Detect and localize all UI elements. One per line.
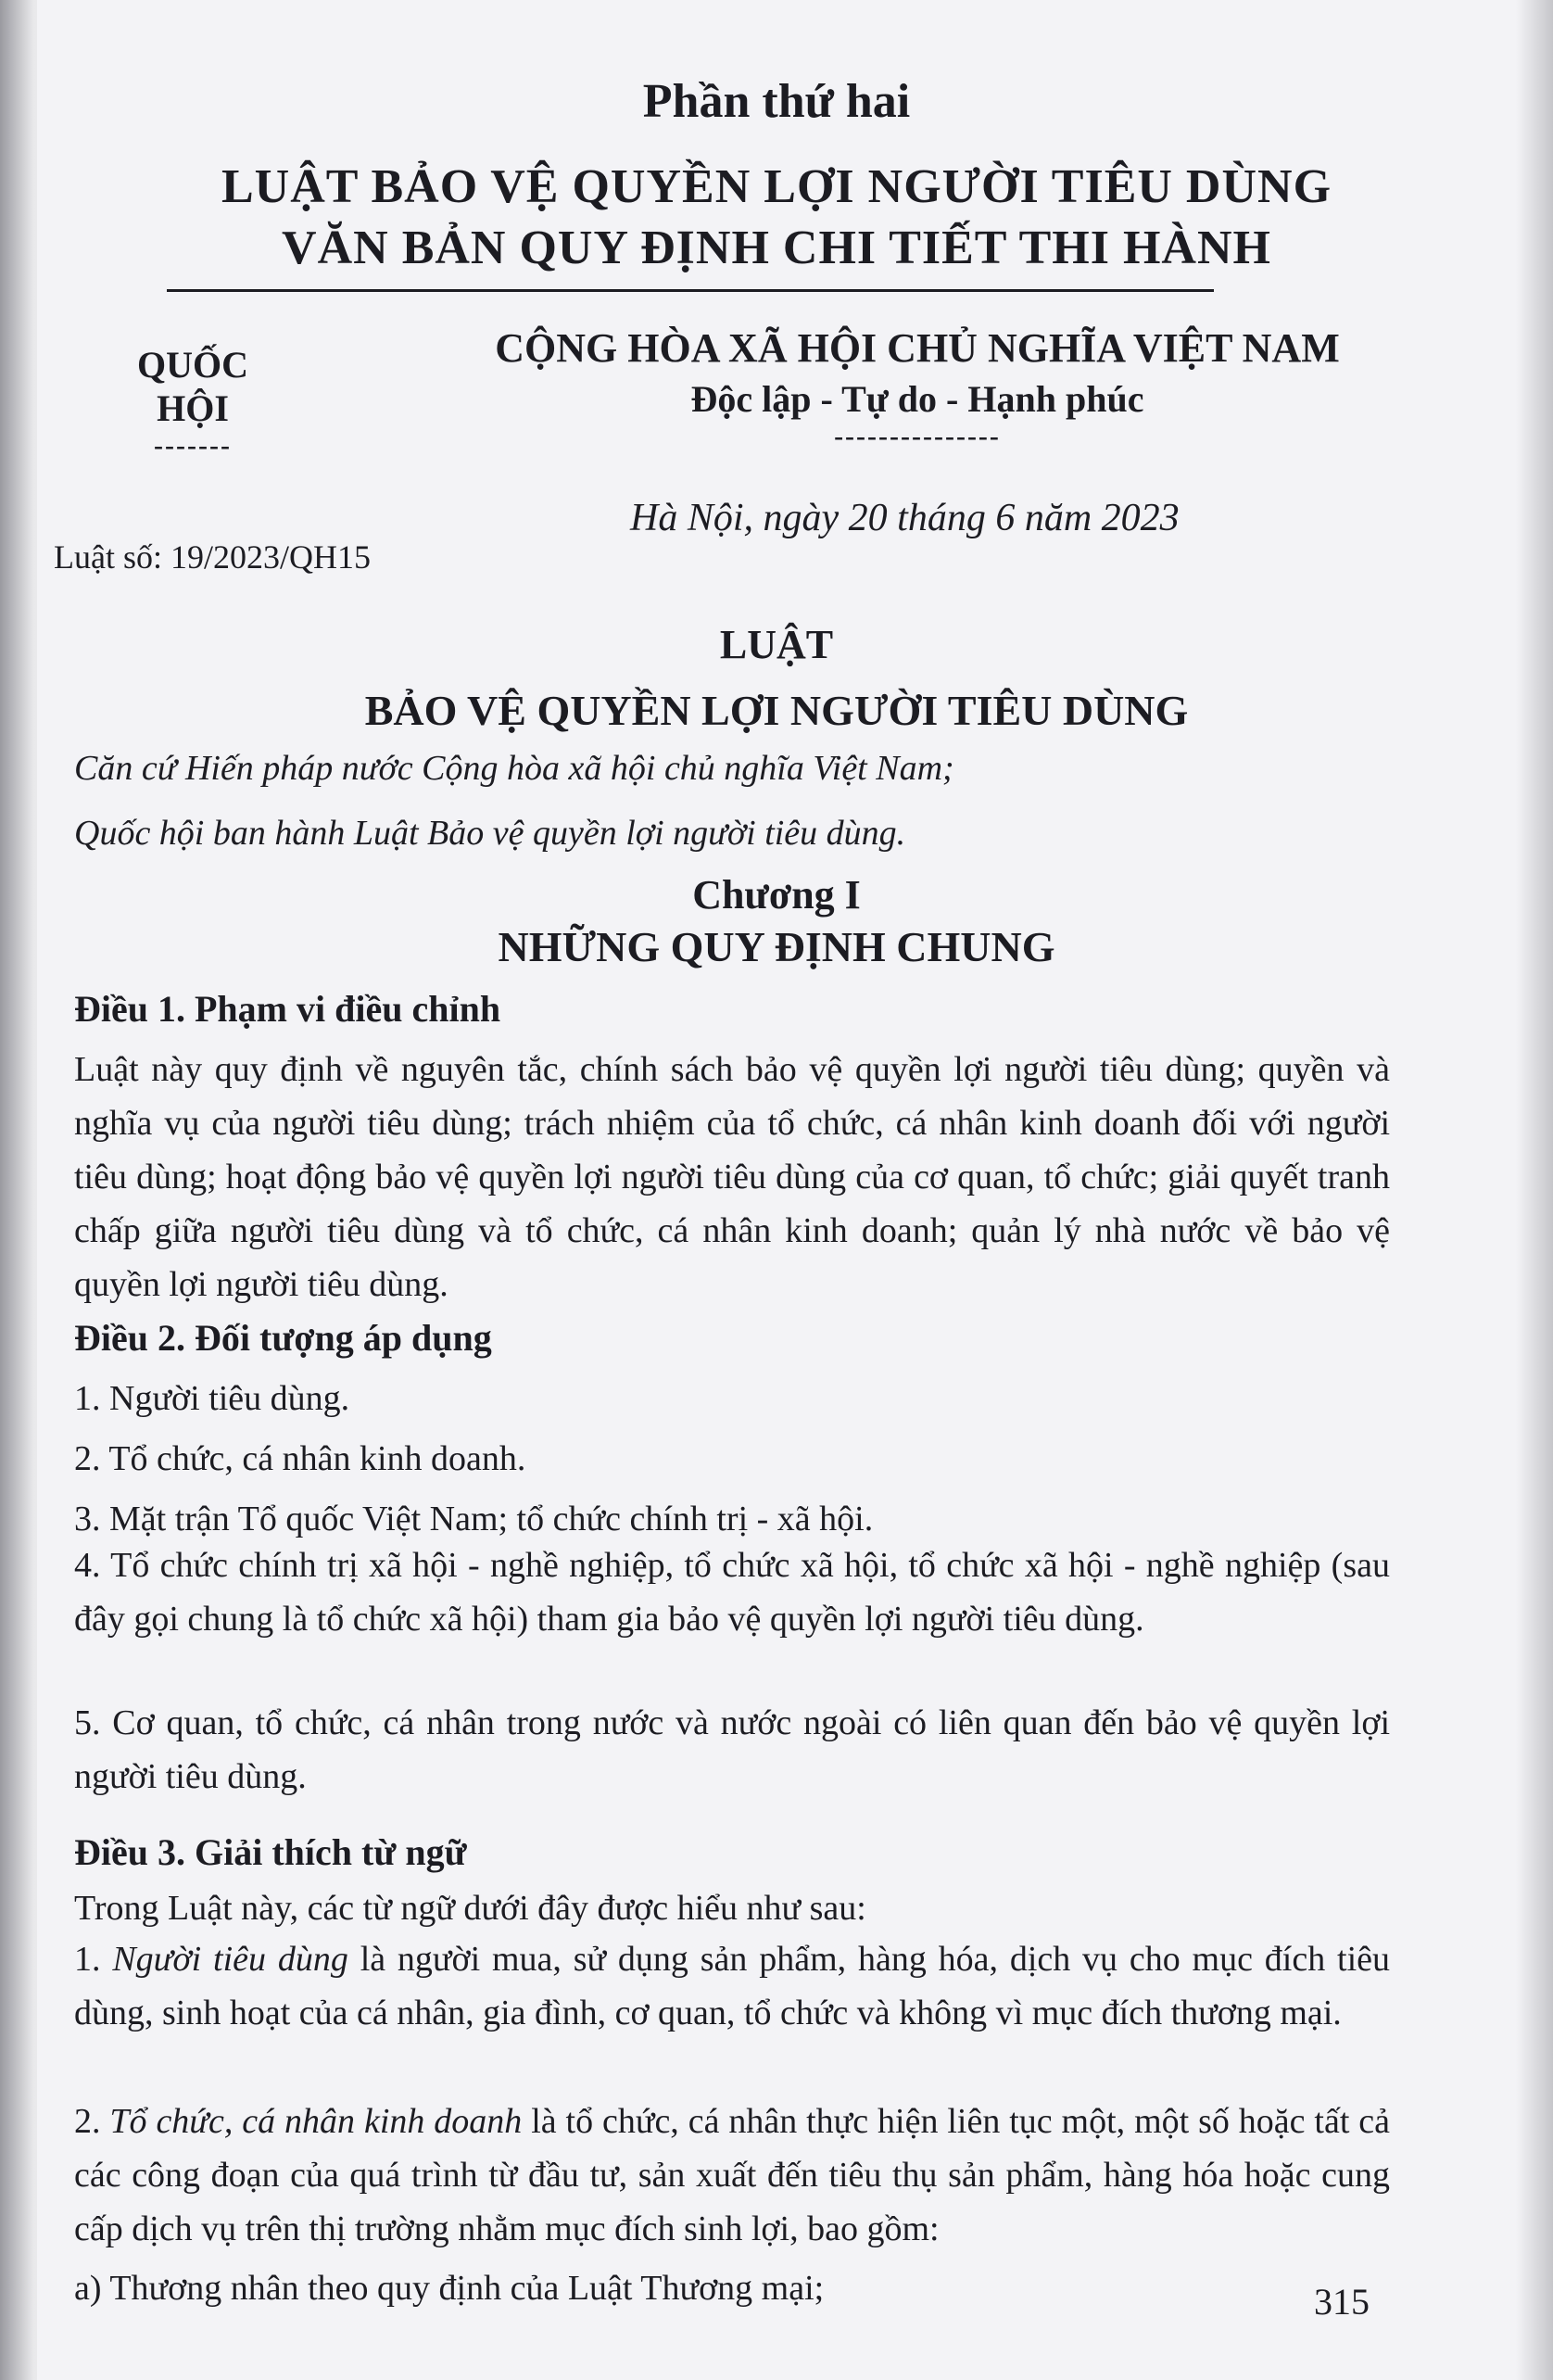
header-divider [167, 289, 1214, 292]
definition-1-term: Người tiêu dùng [112, 1940, 348, 1979]
part-title: Phần thứ hai [642, 75, 911, 128]
law-heading: LUẬT [719, 622, 834, 667]
definition-2-text: là tổ chức, cá nhân thực hiện liên tục một, một số hoặc tất cả các công đoạn của quá trình từ đầu tư, sản xuất đến tiêu thụ sản phẩm, hàng hóa hoặc cung cấp dịch vụ trên thị trường nhằm mục đích sinh lợi, bao gồm: [74, 2102, 1391, 2248]
article-3-definition-2 [74, 2095, 1390, 2256]
definition-1-number: 1. [74, 1940, 101, 1979]
definition-1-text: là người mua, sử dụng sản phẩm, hàng hóa, dịch vụ cho mục đích tiêu dùng, sinh hoạt của cá nhân, gia đình, cơ quan, tổ chức và không vì mục đích thương mại. [74, 1940, 1391, 2032]
article-1-title: Điều 1. Phạm vi điều chỉnh [74, 988, 501, 1030]
chapter-title: NHỮNG QUY ĐỊNH CHUNG [498, 923, 1055, 970]
article-3-definition-2-a: a) Thương nhân theo quy định của Luật Thương mại; [74, 2269, 825, 2308]
article-3-definition-1 [74, 1932, 1390, 2040]
page-number: 315 [1314, 2281, 1370, 2323]
article-3-intro: Trong Luật này, các từ ngữ dưới đây được hiểu như sau: [74, 1889, 866, 1928]
national-motto: Độc lập - Tự do - Hạnh phúc [690, 378, 1144, 420]
law-number: Luật số: 19/2023/QH15 [54, 538, 371, 576]
issuer-block [100, 343, 285, 462]
page-shadow [1516, 0, 1553, 2380]
article-2-item-1: 1. Người tiêu dùng. [74, 1379, 350, 1418]
issuer-name: QUỐC HỘI [137, 344, 248, 429]
national-title-block [463, 324, 1371, 452]
country-name: CỘNG HÒA XÃ HỘI CHỦ NGHĨA VIỆT NAM [495, 325, 1340, 371]
definition-2-number: 2. [74, 2102, 101, 2141]
article-2-title: Điều 2. Đối tượng áp dụng [74, 1317, 492, 1359]
definition-2-term: Tổ chức, cá nhân kinh doanh [109, 2102, 523, 2141]
article-2-item-2: 2. Tổ chức, cá nhân kinh doanh. [74, 1439, 526, 1478]
implementing-docs-title: VĂN BẢN QUY ĐỊNH CHI TIẾT THI HÀNH [282, 222, 1271, 274]
legal-basis-2: Quốc hội ban hành Luật Bảo vệ quyền lợi người tiêu dùng. [74, 814, 906, 853]
article-2-item-3: 3. Mặt trận Tổ quốc Việt Nam; tổ chức chính trị - xã hội. [74, 1500, 874, 1538]
law-name: BẢO VỆ QUYỀN LỢI NGƯỜI TIÊU DÙNG [364, 687, 1189, 734]
legal-basis-1: Căn cứ Hiến pháp nước Cộng hòa xã hội chủ nghĩa Việt Nam; [74, 749, 954, 788]
law-title-header: LUẬT BẢO VỆ QUYỀN LỢI NGƯỜI TIÊU DÙNG [221, 160, 1332, 213]
place-date: Hà Nội, ngày 20 tháng 6 năm 2023 [630, 497, 1180, 539]
article-1-text: Luật này quy định về nguyên tắc, chính sách bảo vệ quyền lợi người tiêu dùng; quyền và nghĩa vụ của người tiêu dùng; trách nhiệm của tổ chức, cá nhân kinh doanh đối với người tiêu dùng; hoạt động bảo vệ quyền lợi người tiêu dùng của cơ quan, tổ chức; giải quyết tranh chấp giữa người tiêu dùng và tổ chức, cá nhân kinh doanh; quản lý nhà nước về bảo vệ quyền lợi người tiêu dùng. [74, 1050, 1390, 1304]
article-3-title: Điều 3. Giải thích từ ngữ [74, 1831, 467, 1873]
motto-dash: --------------- [834, 421, 1001, 451]
chapter-number: Chương I [692, 872, 861, 918]
article-2-item-4: 4. Tổ chức chính trị xã hội - nghề nghiệp, tổ chức xã hội, tổ chức xã hội - nghề nghiệp (sau đây gọi chung là tổ chức xã hội) tham gia bảo vệ quyền lợi người tiêu dùng. [74, 1546, 1390, 1639]
issuer-dash: ------- [154, 430, 232, 461]
article-2-item-5: 5. Cơ quan, tổ chức, cá nhân trong nước và nước ngoài có liên quan đến bảo vệ quyền lợi người tiêu dùng. [74, 1703, 1390, 1796]
